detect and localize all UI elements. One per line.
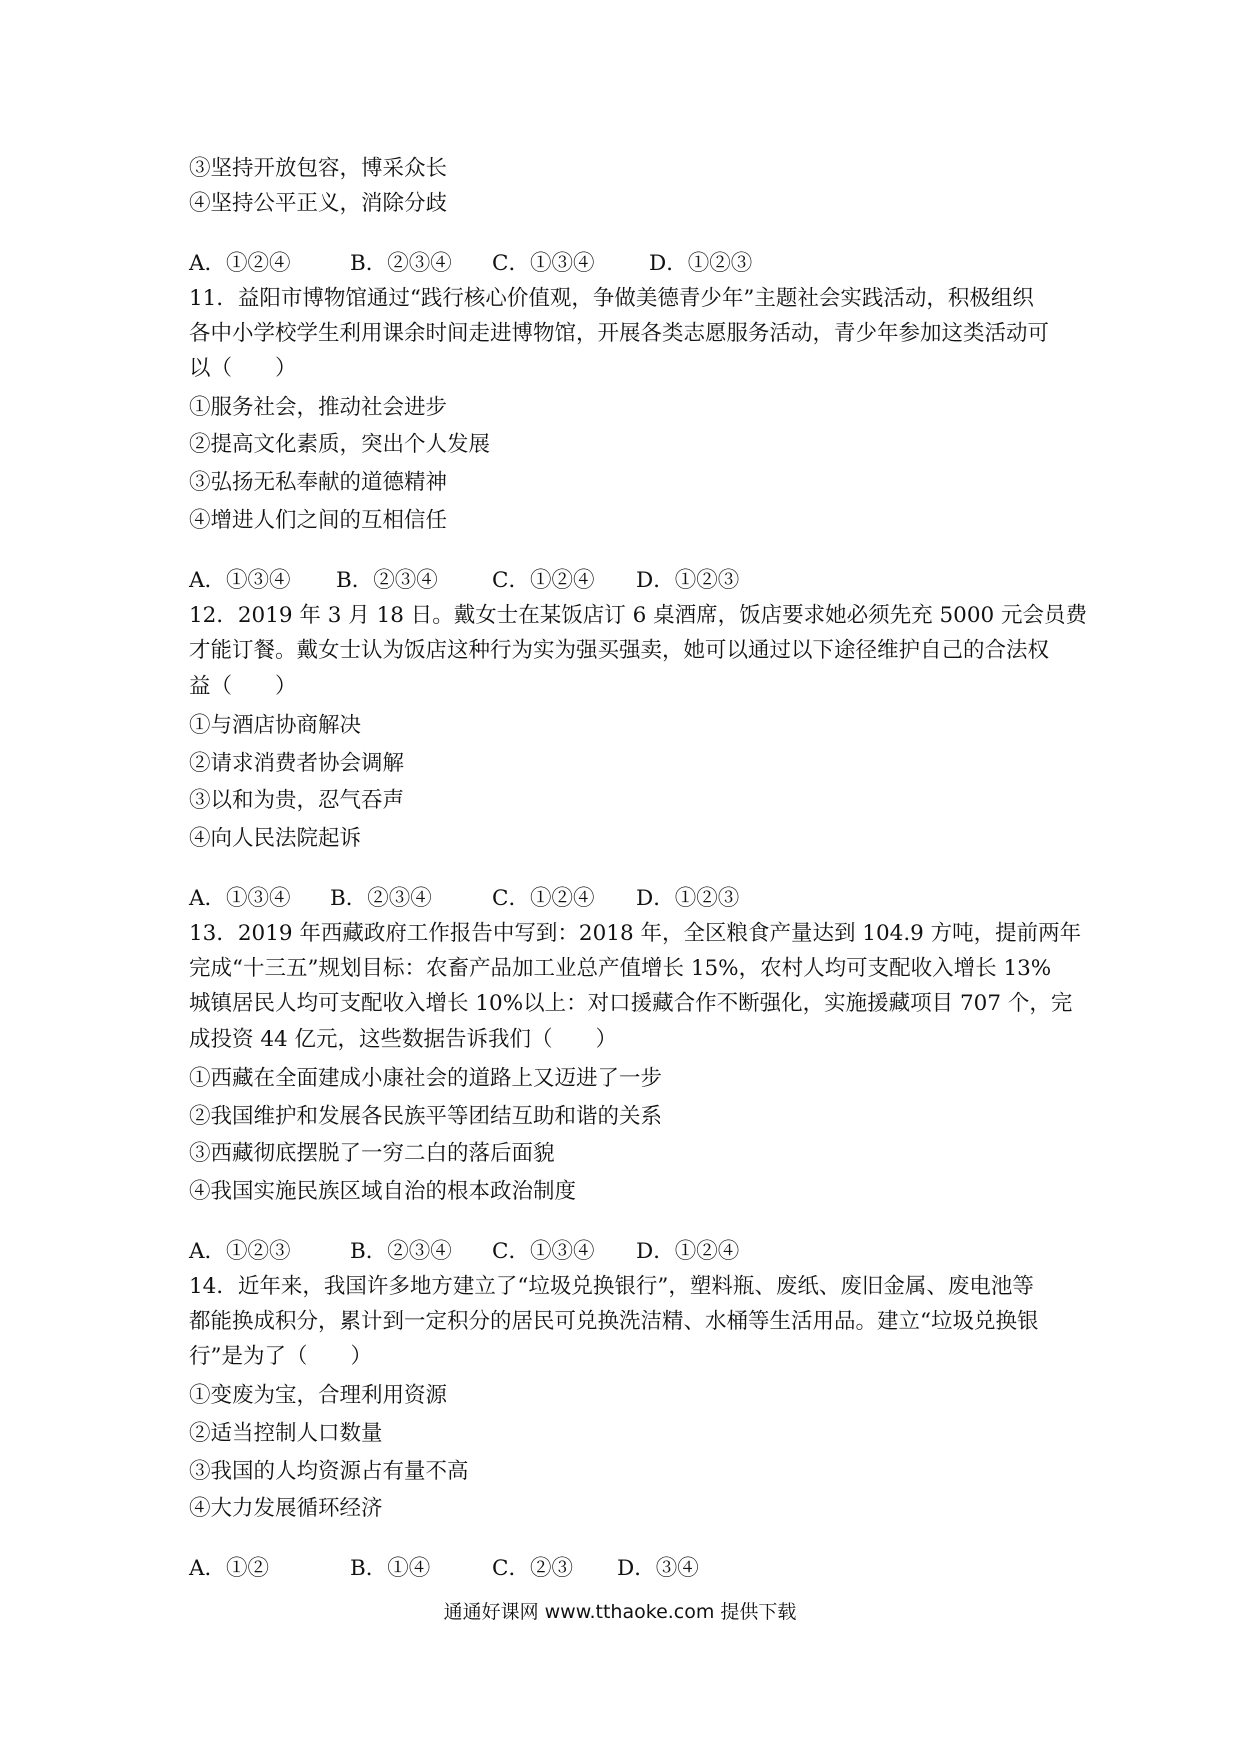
answer-d: D．③④ [617, 1556, 699, 1581]
option-item: ②请求消费者协会调解 [189, 751, 405, 776]
option-item: ④增进人们之间的互相信任 [189, 508, 448, 533]
answer-b: B．②③④ [350, 251, 452, 276]
option-item: ①服务社会，推动社会进步 [189, 395, 448, 420]
footer-watermark: 通通好课网 www.tthaoke.com 提供下载 [443, 1601, 797, 1623]
answer-c: C．①②④ [492, 886, 595, 911]
option-item: ①变废为宝，合理利用资源 [189, 1383, 448, 1408]
question-11-line: 以（ ） [189, 356, 297, 381]
answer-c: C．①③④ [492, 1239, 595, 1264]
answer-a: A．①③④ [189, 886, 291, 911]
option-item: ④大力发展循环经济 [189, 1496, 383, 1521]
answer-d: D．①②④ [636, 1239, 740, 1264]
answer-b: B．①④ [350, 1556, 431, 1581]
question-14-line: 14．近年来，我国许多地方建立了“垃圾兑换银行”，塑料瓶、废纸、废旧金属、废电池等 [189, 1274, 1034, 1299]
question-14-line: 都能换成积分，累计到一定积分的居民可兑换洗洁精、水桶等生活用品。建立“垃圾兑换银 [189, 1309, 1039, 1334]
question-11-line: 11．益阳市博物馆通过“践行核心价值观，争做美德青少年”主题社会实践活动，积极组织 [189, 286, 1034, 311]
option-item: ③以和为贵，忍气吞声 [189, 788, 405, 813]
answer-a: A．①③④ [189, 568, 291, 593]
answer-d: D．①②③ [649, 251, 753, 276]
option-item: ④向人民法院起诉 [189, 826, 362, 851]
answer-c: C．①②④ [492, 568, 595, 593]
answer-a: A．①②④ [189, 251, 291, 276]
question-13-line: 城镇居民人均可支配收入增长 10%以上：对口援藏合作不断强化，实施援藏项目 707 个，完 [189, 991, 1073, 1016]
question-13-line: 13．2019 年西藏政府工作报告中写到：2018 年，全区粮食产量达到 104.9 方吨，提前两年 [189, 921, 1082, 946]
answer-d: D．①②③ [636, 886, 740, 911]
option-item: ②提高文化素质，突出个人发展 [189, 432, 491, 457]
question-13-line: 完成“十三五”规划目标：农畜产品加工业总产值增长 15%，农村人均可支配收入增长 13% [189, 956, 1052, 981]
option-item: ②适当控制人口数量 [189, 1421, 383, 1446]
option-item: ③坚持开放包容，博采众长 [189, 156, 448, 181]
option-item: ①西藏在全面建成小康社会的道路上又迈进了一步 [189, 1066, 663, 1091]
answer-b: B．②③④ [336, 568, 438, 593]
option-item: ③弘扬无私奉献的道德精神 [189, 470, 448, 495]
question-12-line: 12．2019 年 3 月 18 日。戴女士在某饭店订 6 桌酒席，饭店要求她必须先充 5000 元会员费 [189, 603, 1088, 628]
option-item: ①与酒店协商解决 [189, 713, 362, 738]
option-item: ④我国实施民族区域自治的根本政治制度 [189, 1179, 577, 1204]
question-11-line: 各中小学校学生利用课余时间走进博物馆，开展各类志愿服务活动，青少年参加这类活动可 [189, 321, 1050, 346]
question-12-line: 益（ ） [189, 674, 297, 699]
question-13-line: 成投资 44 亿元，这些数据告诉我们（ ） [189, 1027, 618, 1052]
option-item: ④坚持公平正义，消除分歧 [189, 191, 448, 216]
answer-c: C．①③④ [492, 251, 595, 276]
answer-d: D．①②③ [636, 568, 740, 593]
answer-c: C．②③ [492, 1556, 573, 1581]
answer-b: B．②③④ [350, 1239, 452, 1264]
question-12-line: 才能订餐。戴女士认为饭店这种行为实为强买强卖，她可以通过以下途径维护自己的合法权 [189, 638, 1050, 663]
option-item: ②我国维护和发展各民族平等团结互助和谐的关系 [189, 1104, 663, 1129]
answer-b: B．②③④ [330, 886, 432, 911]
question-14-line: 行”是为了（ ） [189, 1344, 372, 1369]
option-item: ③西藏彻底摆脱了一穷二白的落后面貌 [189, 1141, 555, 1166]
answer-a: A．①②③ [189, 1239, 291, 1264]
answer-a: A．①② [189, 1556, 270, 1581]
option-item: ③我国的人均资源占有量不高 [189, 1459, 469, 1484]
